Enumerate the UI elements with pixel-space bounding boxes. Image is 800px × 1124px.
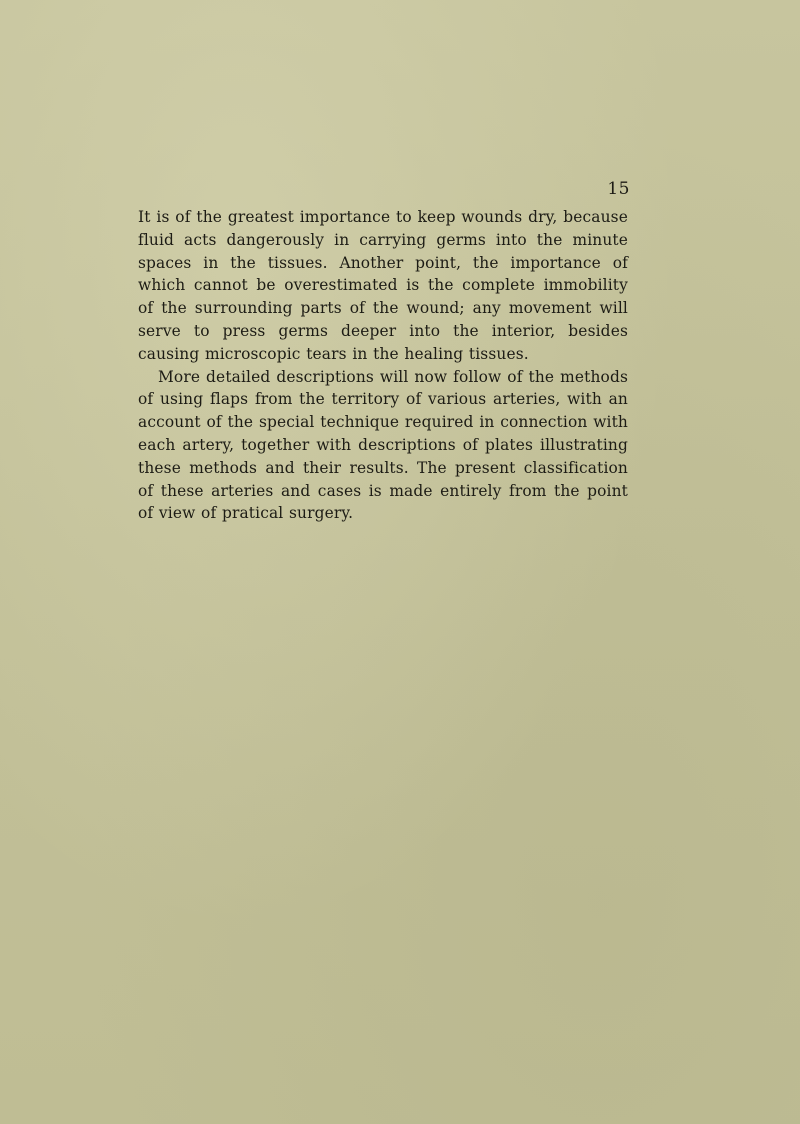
page-number: 15 bbox=[607, 179, 630, 199]
paragraph-1: It is of the greatest importance to keep wounds dry, because fluid acts dangerously in carrying germs into the minute spaces in the tissues. Another point, the importance of which cannot be overestimated is the complete immobility of the surrounding parts of the wound; any movement will serve to press germs deeper into the interior, besides causing microscopic tears in the healing tissues. bbox=[138, 208, 628, 363]
paragraph-2: More detailed descriptions will now follow of the methods of using flaps from the territory of various arteries, with an account of the special technique required in connection with each artery, together with descriptions of plates illustrating these methods and their results. The present classification of these arteries and cases is made entirely from the point of view of pratical surgery. bbox=[138, 367, 628, 523]
body-text bbox=[138, 206, 628, 525]
